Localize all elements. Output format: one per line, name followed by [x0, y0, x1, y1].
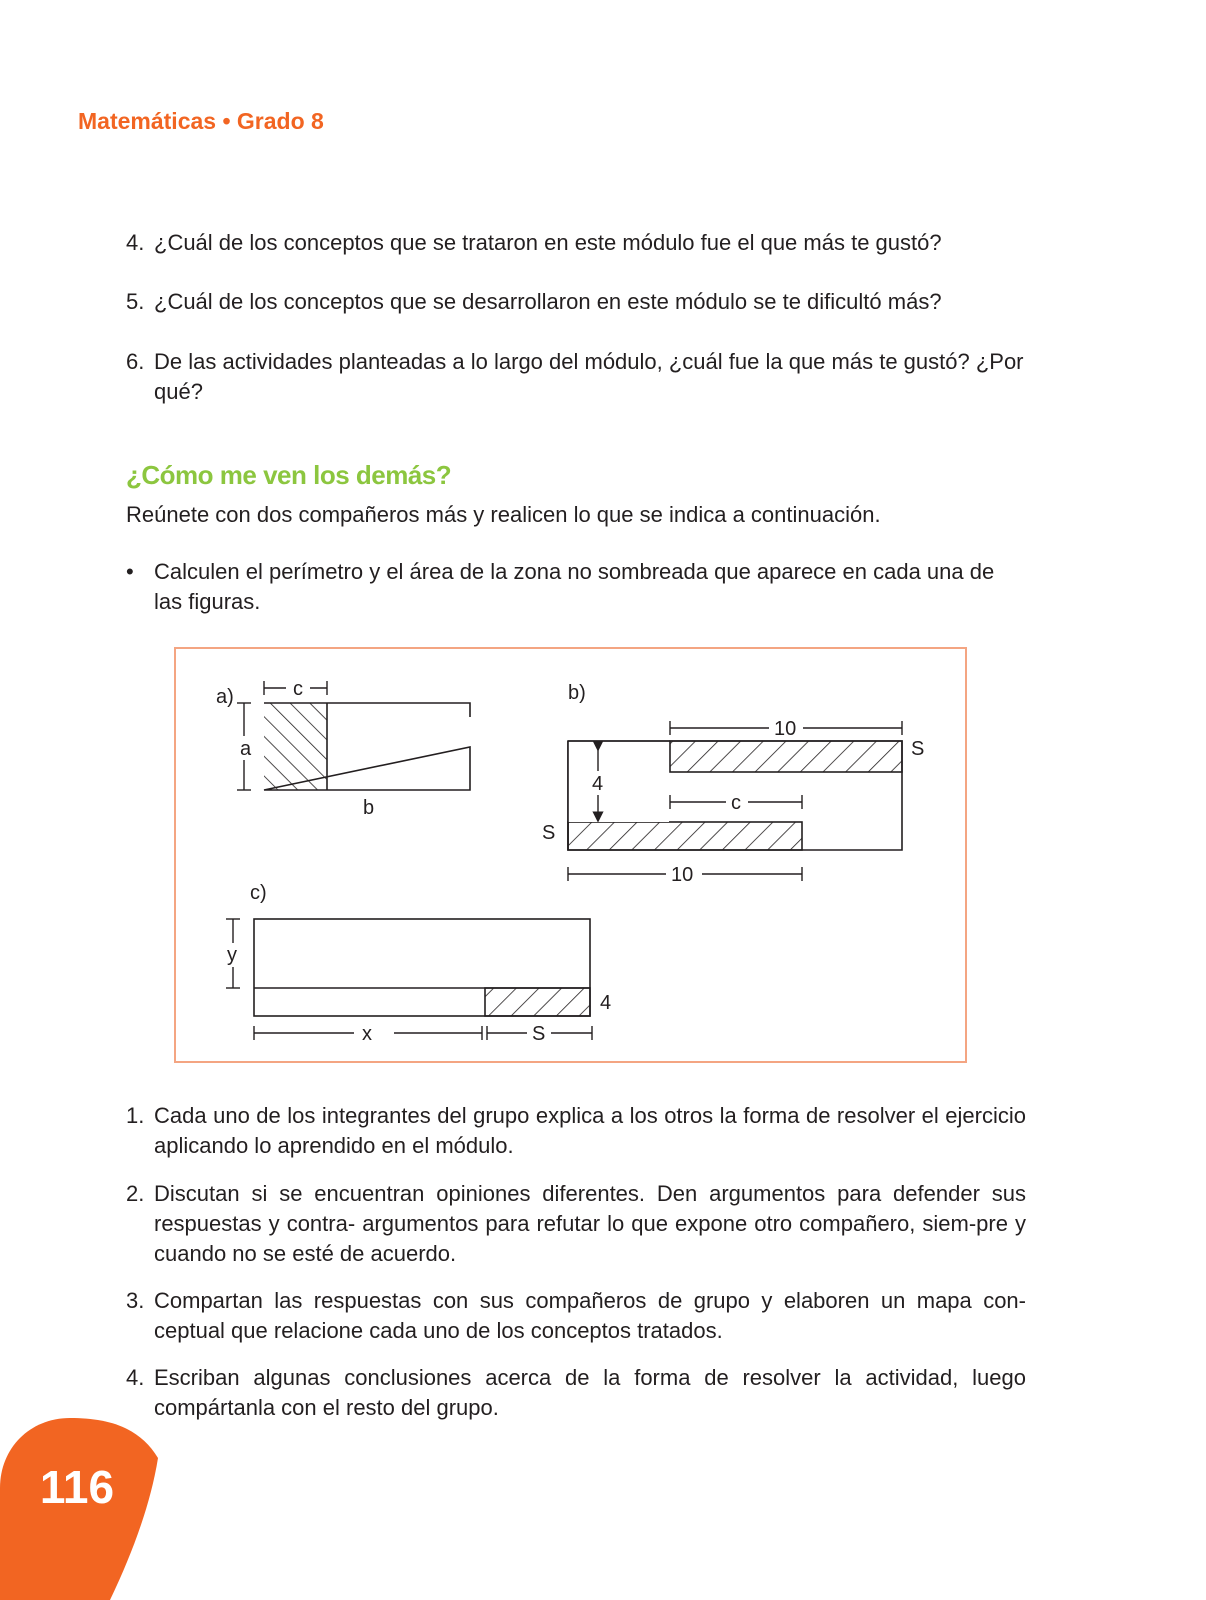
- activity-number: 4.: [126, 1365, 145, 1390]
- activity-number: 1.: [126, 1103, 145, 1128]
- question-5: [126, 287, 1026, 317]
- activity-text: Compartan las respuestas con sus compañeros de grupo y elaboren un mapa con-ceptual que relacione cada uno de los conceptos tratados.: [154, 1288, 1026, 1343]
- activity-text: Discutan si se encuentran opiniones diferentes. Den argumentos para defender sus respuestas y contra- argumentos para refutar lo que expone otro compañero, siem-pre y cuando no se esté de acuerdo.: [154, 1181, 1026, 1266]
- activity-2: [126, 1179, 1026, 1269]
- figure-b-s-left-label: S: [542, 822, 556, 844]
- figure-b-s-right-label: S: [911, 738, 925, 760]
- question-text: De las actividades planteadas a lo largo del módulo, ¿cuál fue la que más te gustó? ¿Por qué?: [154, 349, 1024, 404]
- activity-4: [126, 1363, 1026, 1423]
- question-number: 4.: [126, 230, 145, 255]
- activity-number: 3.: [126, 1288, 145, 1313]
- question-text: ¿Cuál de los conceptos que se desarrollaron en este módulo se te dificultó más?: [154, 289, 942, 314]
- activity-text: Cada uno de los integrantes del grupo explica a los otros la forma de resolver el ejercicio aplicando lo aprendido en el módulo.: [154, 1103, 1026, 1158]
- figure-b: [542, 682, 924, 886]
- figure-c-label: c): [250, 882, 267, 904]
- figures-diagram: [176, 649, 969, 1065]
- figure-b-4-label: 4: [592, 773, 604, 795]
- activity-3: [126, 1286, 1026, 1346]
- figure-c-s-label: S: [532, 1023, 546, 1045]
- question-4: [126, 228, 1026, 258]
- figure-c: [223, 882, 611, 1045]
- figure-c-x-label: x: [362, 1023, 372, 1045]
- bullet-item: [126, 557, 1026, 617]
- figure-a-b-label: b: [363, 797, 375, 819]
- page-number: 116: [39, 1461, 115, 1513]
- activity-text: Escriban algunas conclusiones acerca de la forma de resolver la actividad, luego compártanla con el resto del grupo.: [154, 1365, 1026, 1420]
- figure-a-label: a): [216, 686, 234, 708]
- figure-a: [216, 676, 470, 819]
- figure-b-bottom-10-label: 10: [671, 864, 694, 886]
- figure-a-a-label: a: [240, 738, 252, 760]
- figure-b-c-label: c: [731, 792, 741, 814]
- figure-b-top-10-label: 10: [774, 718, 797, 740]
- figure-c-y-label: y: [227, 944, 237, 966]
- figures-box: [174, 647, 967, 1063]
- figure-b-label: b): [568, 682, 586, 704]
- activity-1: [126, 1101, 1026, 1161]
- section-title: ¿Cómo me ven los demás?: [126, 460, 452, 490]
- figure-c-4-label: 4: [600, 992, 612, 1014]
- question-number: 5.: [126, 289, 145, 314]
- section-intro: Reúnete con dos compañeros más y realicen lo que se indica a continuación.: [126, 502, 881, 527]
- bullet-text: Calculen el perímetro y el área de la zona no sombreada que aparece en cada una de las figuras.: [154, 559, 995, 614]
- page-header: Matemáticas • Grado 8: [78, 108, 324, 134]
- activity-number: 2.: [126, 1181, 145, 1206]
- bullet-marker: •: [126, 559, 134, 584]
- question-number: 6.: [126, 349, 145, 374]
- figure-a-c-label: c: [293, 678, 303, 700]
- question-text: ¿Cuál de los conceptos que se trataron en este módulo fue el que más te gustó?: [154, 230, 942, 255]
- question-6: [126, 347, 1026, 407]
